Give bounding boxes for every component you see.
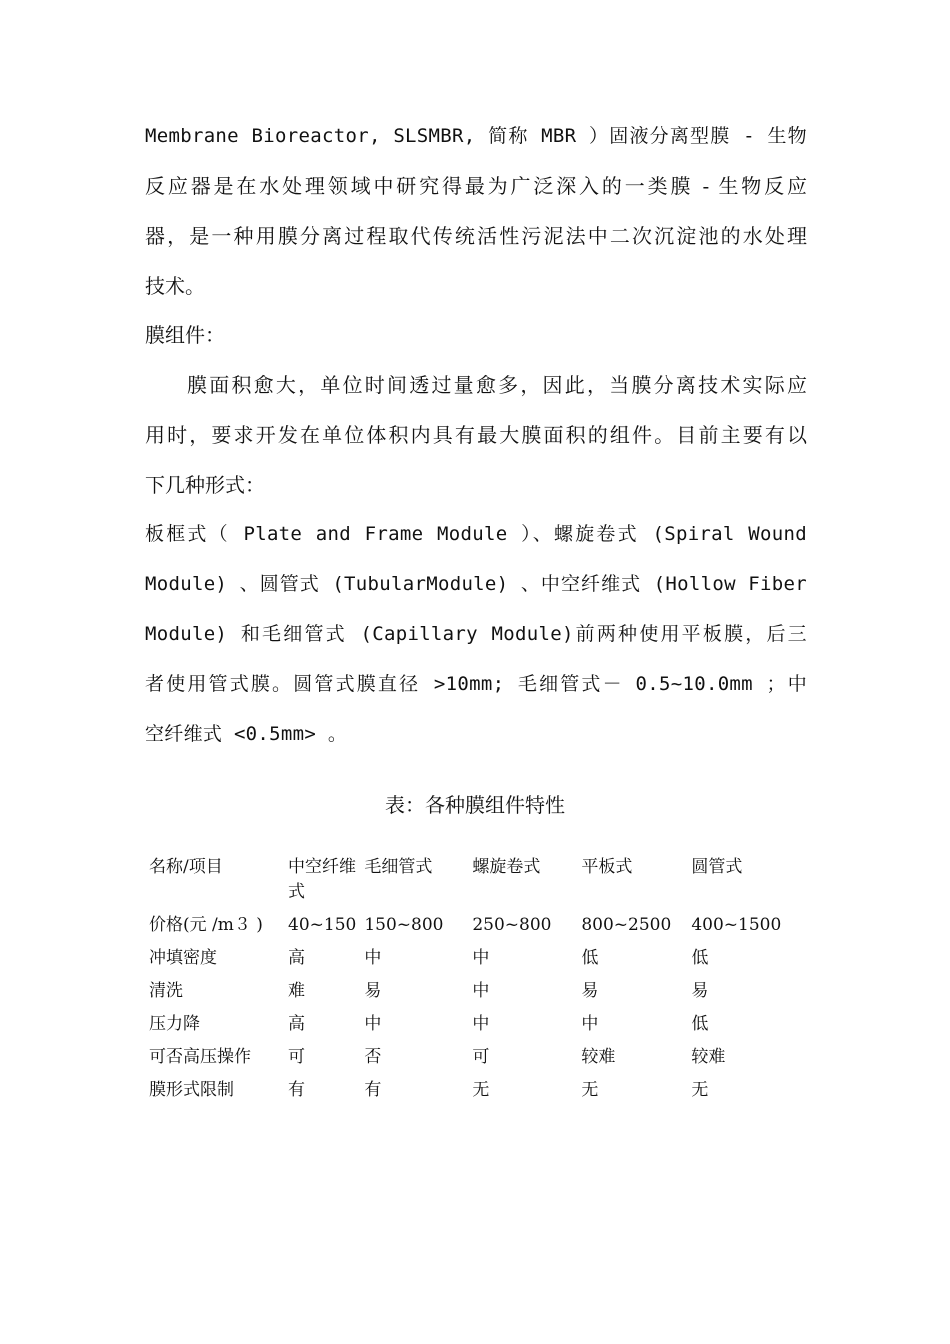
- table-cell: 中: [472, 981, 490, 1001]
- table-cell: 压力降: [149, 1014, 200, 1034]
- section-heading: 膜组件：: [145, 323, 225, 347]
- table-cell: 400~1500: [691, 915, 782, 935]
- paragraph-2-line-3: 下几种形式：: [145, 473, 265, 497]
- table-cell: 高: [288, 948, 305, 968]
- table-header-cell: 毛细管式: [364, 857, 433, 877]
- table-row: [145, 913, 815, 946]
- table-header-row: [145, 855, 815, 913]
- table-cell: 价格(元 /m３ ): [149, 915, 263, 935]
- table-row: [145, 946, 815, 979]
- paragraph-3-line-3: Module) 和毛细管式 (Capillary Module)前两种使用平板膜，后三: [145, 623, 807, 645]
- table-cell: 低: [691, 1014, 709, 1034]
- paragraph-3-line-1: 板框式（ Plate and Frame Module ）、螺旋卷式 (Spiral Wound: [145, 523, 807, 545]
- paragraph-3-line-5: 空纤维式 <0.5mm> 。: [145, 723, 348, 745]
- table-cell: 中: [472, 948, 490, 968]
- table-cell: 40~150: [288, 915, 357, 935]
- paragraph-2-line-2: 用时，要求开发在单位体积内具有最大膜面积的组件。目前主要有以: [145, 423, 807, 447]
- table-cell: 易: [364, 981, 382, 1001]
- table-cell: 易: [691, 981, 709, 1001]
- paragraph-3-line-2: Module) 、圆管式 (TubularModule) 、中空纤维式 (Hollow Fiber: [145, 573, 807, 595]
- table-cell: 有: [364, 1080, 382, 1100]
- table-cell: 清洗: [149, 981, 183, 1001]
- paragraph-3-line-4: 者使用管式膜。圆管式膜直径 >10mm; 毛细管式－ 0.5~10.0mm ；中: [145, 673, 807, 695]
- table-header-cell: 中空纤维式: [288, 857, 356, 902]
- table-header-cell: 圆管式: [691, 857, 743, 877]
- paragraph-1-line-2: 反应器是在水处理领域中研究得最为广泛深入的一类膜 - 生物反应: [145, 174, 807, 198]
- paragraph-1-line-4: 技术。: [145, 274, 205, 298]
- table-cell: 否: [364, 1047, 382, 1067]
- table-cell: 800~2500: [581, 915, 672, 935]
- table-cell: 中: [364, 1014, 382, 1034]
- table-row: [145, 979, 815, 1012]
- table-cell: 150~800: [364, 915, 444, 935]
- table-row: [145, 1078, 815, 1111]
- table-header-cell: 平板式: [581, 857, 633, 877]
- table-cell: 低: [691, 948, 709, 968]
- table-cell: 低: [581, 948, 599, 968]
- paragraph-2-line-1: 膜面积愈大，单位时间透过量愈多，因此，当膜分离技术实际应: [187, 373, 807, 397]
- table-cell: 可否高压操作: [149, 1047, 251, 1067]
- table-row: [145, 1045, 815, 1078]
- table-caption: 表：各种膜组件特性: [385, 793, 565, 817]
- table-cell: 无: [581, 1080, 599, 1100]
- table-header-cell: 名称/项目: [149, 857, 223, 877]
- table-cell: 膜形式限制: [149, 1080, 234, 1100]
- table-cell: 可: [288, 1047, 305, 1067]
- table-cell: 难: [288, 981, 305, 1001]
- table-cell: 较难: [691, 1047, 726, 1067]
- table-cell: 250~800: [472, 915, 552, 935]
- table-cell: 无: [472, 1080, 490, 1100]
- table-cell: 高: [288, 1014, 305, 1034]
- table-cell: 较难: [581, 1047, 616, 1067]
- table-cell: 有: [288, 1080, 305, 1100]
- table-cell: 中: [364, 948, 382, 968]
- table-cell: 冲填密度: [149, 948, 217, 968]
- paragraph-1-line-1: Membrane Bioreactor, SLSMBR, 简称 MBR ）固液分离型膜 - 生物: [145, 125, 807, 147]
- table-header-cell: 螺旋卷式: [472, 857, 541, 877]
- membrane-module-table: [145, 855, 815, 1111]
- paragraph-1-line-3: 器，是一种用膜分离过程取代传统活性污泥法中二次沉淀池的水处理: [145, 224, 807, 248]
- table-cell: 可: [472, 1047, 490, 1067]
- table-row: [145, 1012, 815, 1045]
- table-cell: 易: [581, 981, 599, 1001]
- table-cell: 无: [691, 1080, 709, 1100]
- table-cell: 中: [581, 1014, 599, 1034]
- table-cell: 中: [472, 1014, 490, 1034]
